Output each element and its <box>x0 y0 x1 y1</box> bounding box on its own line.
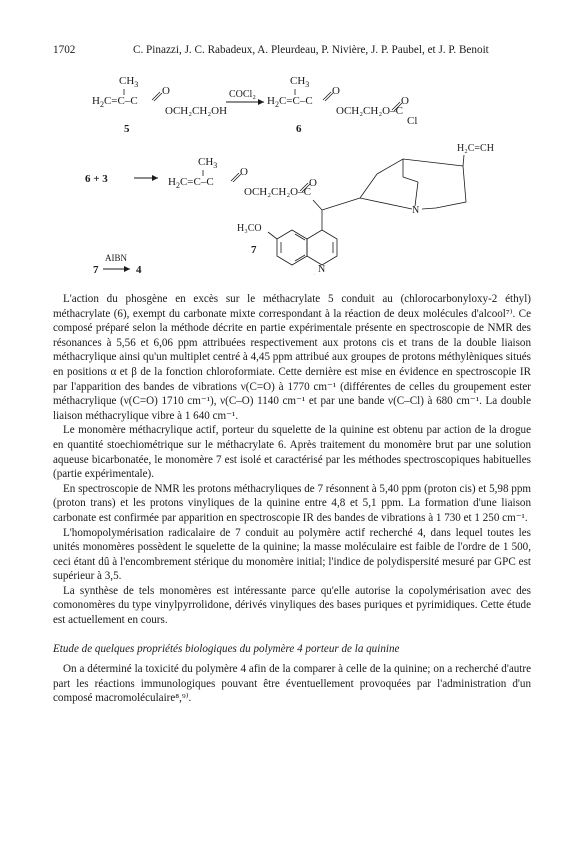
svg-text:H2C=C–C: $H_2C=C-C$ <box>168 176 214 190</box>
label-6: 6 <box>296 123 302 135</box>
svg-text:O: O <box>401 95 409 107</box>
reaction-2 <box>85 173 158 185</box>
paragraph: L'action du phosgène en excès sur le méthacrylate 5 conduit au (chlorocarbonyloxy-2 éthyl) méthacrylate (6), exempt du carbonate mixte correspondant à la réaction de deux molécules d'alcool⁷⁾. Ce composé préparé selon la méthode décrite en partie expérimentale présente en spectroscopie de NMR des résonances à 5,56 et 6,06 ppm attribuées respectivement aux protons cis et trans de la double liaison méthacrylique ainsi qu'un multiplet centré à 4,45 ppm attribué aux groupes de protons méthylèniques situés en positions α et β de la fonction chloroformiate. Cette dernière est mise en évidence en spectroscopie IR par l'apparition des bandes de vibrations ν(C=O) à 1770 cm⁻¹ (différentes de celles du groupement ester méthacrylique (ν(C=O) 1710 cm⁻¹), ν(C–O) 1140 cm⁻¹ et par une bande ν(C–Cl) à 680 cm⁻¹. La double liaison méthacrylique vibre à 1 640 cm⁻¹. <box>53 293 531 422</box>
svg-text:Cl: Cl <box>407 115 418 127</box>
svg-text:CH3: $CH_3$ <box>290 75 310 89</box>
section-heading: Etude de quelques propriétés biologiques du polymère 4 porteur de la quinine <box>53 642 400 655</box>
svg-text:OCH₂CH₂O–C: OCH₂CH₂O–C <box>336 105 403 117</box>
structure-6 <box>267 75 417 135</box>
scheme-svg <box>0 70 576 275</box>
svg-text:CH3: $CH_3$ <box>198 156 218 170</box>
paragraph: L'homopolymérisation radicalaire de 7 conduit au polymère actif recherché 4, dans lequel toutes les unités monomères possèdent le squelette de la quinine; la masse moléculaire est faible de l'ordre de 1 500, ceci étant dû à l'encombrement stérique du monomère initial; l'indice de polydispersité mesuré par GPC est supérieur à 3,5. <box>53 526 531 583</box>
svg-text:N: N <box>318 264 326 275</box>
svg-text:N: N <box>412 205 420 216</box>
svg-text:7: 7 <box>93 264 99 275</box>
svg-text:H2C=C–C: $H_2C=C-C$ <box>267 95 313 109</box>
svg-text:OCH₂CH₂O–C: OCH₂CH₂O–C <box>244 186 311 198</box>
paragraph: Le monomère méthacrylique actif, porteur du squelette de la quinine est obtenu par action de la drogue en quantité stoechiométrique sur le méthacrylate 6. Après traitement du monomère brut par une solution aqueuse bicarbonatée, le monomère 7 est isolé et caractérisé par les méthodes spectroscopiques habituelles (partie expérimentale). <box>53 424 531 481</box>
paragraph: La synthèse de tels monomères est intéressante parce qu'elle autorise la copolymérisation avec des comonomères du type vinylpyrrolidone, dérivés vinyliques des bases puriques et pyrimidiques. Cette étude est actuellement en cours. <box>53 584 531 627</box>
article-body <box>53 292 531 706</box>
svg-text:O: O <box>162 85 170 97</box>
reaction-schemes <box>0 70 576 275</box>
arrow-1 <box>226 89 264 105</box>
paragraph: En spectroscopie de NMR les protons méthacryliques de 7 résonnent à 5,40 ppm (proton cis) et 5,98 ppm (proton trans) et les protons vinyliques de la quinine entre 4,8 et 5,1 ppm. La formation d'une liaison carbonate est confirmée par apparition en spectroscopie IR des bandes de vibrations à 1 730 et 1 250 cm⁻¹. <box>53 482 531 524</box>
svg-text:AIBN: AIBN <box>105 253 127 263</box>
label-5: 5 <box>124 123 130 135</box>
reaction-3 <box>93 253 142 275</box>
running-head-authors: C. Pinazzi, J. C. Rabadeux, A. Pleurdeau, P. Nivière, J. P. Paubel, et J. P. Benoit <box>133 44 489 56</box>
svg-text:COCl₂: COCl₂ <box>229 89 256 100</box>
svg-text:H2C=C–C: $H_2C=C-C$ <box>92 95 138 109</box>
page-number: 1702 <box>53 44 76 56</box>
svg-text:4: 4 <box>136 264 142 275</box>
paragraph: On a déterminé la toxicité du polymère 4 afin de la comparer à celle de la quinine; on a recherché d'autre part les réactions immunologiques pouvant être éventuellement provoquées par l'administration d'un composé macromoléculaire⁸,⁹⁾. <box>53 663 531 705</box>
structure-5 <box>92 75 227 135</box>
svg-text:O: O <box>332 85 340 97</box>
svg-text:OCH₂CH₂OH: OCH₂CH₂OH <box>165 105 228 117</box>
svg-text:CH3: $CH_3$ <box>119 75 139 89</box>
svg-text:O: O <box>309 177 317 189</box>
svg-text:6 + 3: 6 + 3 <box>85 173 108 185</box>
svg-text:O: O <box>240 166 248 178</box>
svg-text:H₃CO: H₃CO <box>237 223 262 234</box>
svg-text:H₂C=CH: H₂C=CH <box>457 143 494 154</box>
svg-text:.: . <box>313 268 316 275</box>
label-7: 7 <box>251 244 257 256</box>
structure-7 <box>168 143 494 275</box>
